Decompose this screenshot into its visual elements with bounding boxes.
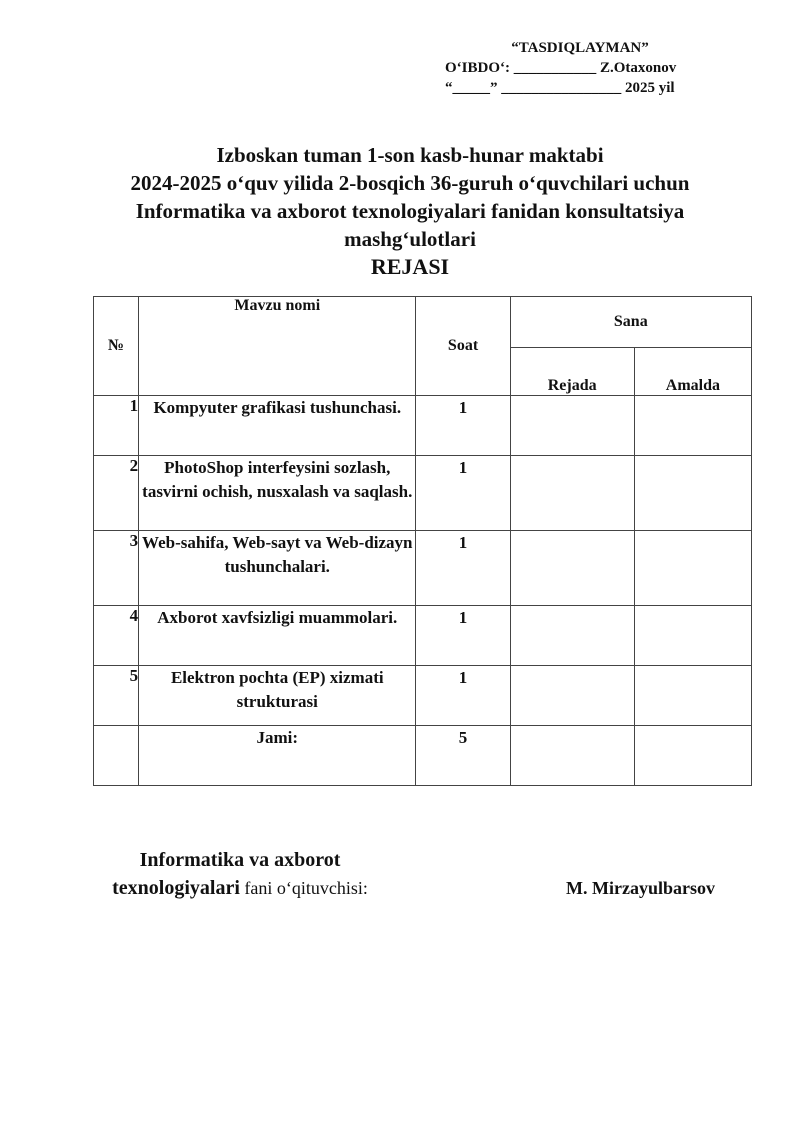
approval-title: “TASDIQLAYMAN” [511,40,649,56]
row-actual [634,666,751,726]
row-hours: 1 [416,531,510,606]
header-number: № [94,297,139,396]
row-actual [634,456,751,531]
row-actual [634,606,751,666]
table-row [94,531,752,606]
row-hours: 1 [416,606,510,666]
title-subject: Informatika va axborot texnologiyalari fanidan konsultatsiya [135,199,685,223]
row-hours: 1 [416,396,510,456]
row-actual [634,396,751,456]
row-topic: Web-sahifa, Web-sayt va Web-dizayn tushunchalari. [139,531,416,606]
header-actual: Amalda [634,348,751,396]
teacher-name: M. Mirzayulbarsov [566,878,715,898]
title-plan: REJASI [370,254,450,279]
row-number: 2 [94,456,139,531]
teacher-position [60,846,420,902]
plan-table [93,296,752,786]
position-line-2 [60,874,420,902]
row-topic: Kompyuter grafikasi tushunchasi. [139,396,416,456]
header-planned: Rejada [510,348,634,396]
total-actual [634,726,751,786]
row-planned [510,456,634,531]
row-actual [634,531,751,606]
header-hours: Soat [416,297,510,396]
document-title [40,141,780,281]
position-line-1: Informatika va axborot [139,849,341,871]
table-total-row [94,726,752,786]
row-topic: Elektron pochta (EP) xizmati strukturasi [139,666,416,726]
table-row [94,666,752,726]
row-planned [510,531,634,606]
row-hours: 1 [416,456,510,531]
title-school: Izboskan tuman 1-son kasb-hunar maktabi [216,143,604,167]
position-subject-end: texnologiyalari [112,877,240,899]
approval-block [445,38,735,98]
position-role: fani o‘qituvchisi: [239,878,368,898]
title-group: 2024-2025 o‘quv yilida 2-bosqich 36-guruh o‘quvchilari uchun [130,171,690,195]
total-number-cell [94,726,139,786]
table-row [94,606,752,666]
total-label: Jami: [139,726,416,786]
row-planned [510,666,634,726]
title-sessions: mashg‘ulotlari [344,227,476,251]
row-hours: 1 [416,666,510,726]
approval-director-line: O‘IBDO‘: ___________ Z.Otaxonov [445,60,677,76]
total-hours: 5 [416,726,510,786]
row-topic: Axborot xavfsizligi muammolari. [139,606,416,666]
total-planned [510,726,634,786]
row-planned [510,396,634,456]
table-row [94,456,752,531]
row-planned [510,606,634,666]
row-number: 3 [94,531,139,606]
approval-date-line: “_____” ________________ 2025 yil [445,80,675,96]
table-row [94,396,752,456]
row-number: 1 [94,396,139,456]
table-header-row [94,297,752,348]
row-number: 4 [94,606,139,666]
header-topic: Mavzu nomi [139,297,416,396]
row-topic: PhotoShop interfeysini sozlash, tasvirni ochish, nusxalash va saqlash. [139,456,416,531]
row-number: 5 [94,666,139,726]
header-date: Sana [510,297,751,348]
